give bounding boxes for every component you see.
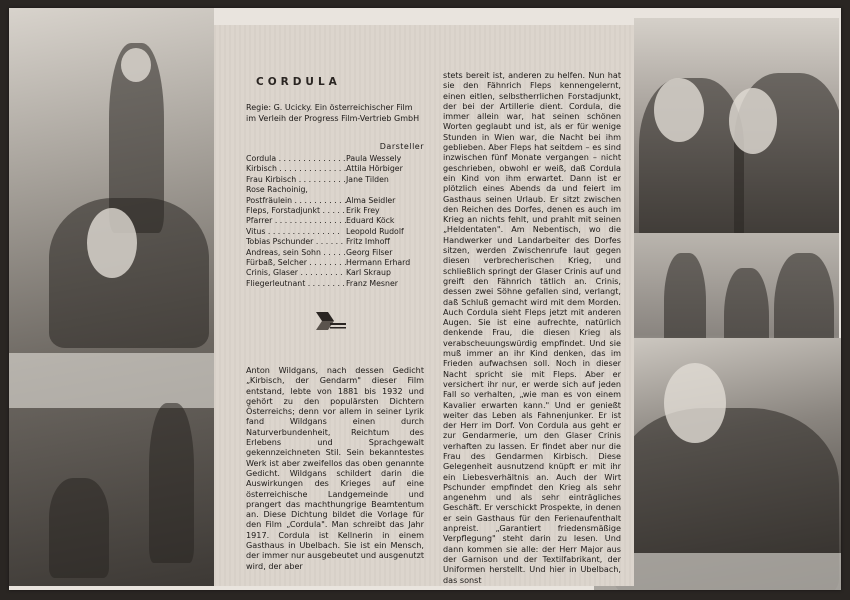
- cast-actor: Alma Seidler: [346, 195, 396, 205]
- cast-heading: Darsteller: [379, 142, 424, 151]
- cast-row: [246, 164, 424, 174]
- cast-role: Fleps, Forstadjunkt . . .: [246, 206, 346, 216]
- cast-actor: Hermann Erhard: [346, 258, 411, 268]
- cast-role: Rose Rachoinig,: [246, 185, 308, 195]
- film-still-couple: [634, 18, 839, 243]
- text-sheet: [214, 25, 634, 586]
- cast-role: Vitus . . .: [246, 227, 346, 237]
- film-title: CORDULA: [256, 76, 341, 88]
- cast-role: Crinis, Glaser . . .: [246, 268, 346, 278]
- cast-row: [246, 268, 424, 278]
- cast-role: Tobias Pschunder . . .: [246, 237, 346, 247]
- progress-logo-icon: [314, 310, 348, 332]
- cast-role: Fliegerleutnant . . .: [246, 279, 346, 289]
- cast-row: [246, 154, 424, 164]
- cast-row: [246, 237, 424, 247]
- cast-row: [246, 216, 424, 226]
- cast-row: [246, 175, 424, 185]
- woman-face: [654, 78, 704, 142]
- cast-role: Fürbaß, Selcher . . .: [246, 258, 346, 268]
- intro-text: [246, 365, 424, 585]
- cast-actor: Paula Wessely: [346, 154, 402, 163]
- synopsis-text: [443, 70, 621, 590]
- cast-list: [246, 154, 424, 289]
- cast-actor: Leopold Rudolf: [346, 226, 404, 236]
- cast-actor: Karl Skraup: [346, 268, 391, 278]
- film-program-page: [9, 8, 841, 590]
- cast-role: Cordula . . .: [246, 154, 346, 164]
- cast-actor: Eduard Köck: [346, 216, 395, 226]
- credit-line: Regie: G. Ucicky. Ein österreichischer Film im Verleih der Progress Film-Vertrieb GmbH: [246, 103, 420, 123]
- cast-row: [246, 185, 424, 195]
- maid-figure: [149, 403, 194, 563]
- cast-row: [246, 258, 424, 268]
- cast-actor: Jane Tilden: [346, 174, 389, 184]
- table: [9, 353, 214, 408]
- cast-row: [246, 248, 424, 258]
- cast-row: [246, 196, 424, 206]
- seated-man-figure: [49, 478, 109, 578]
- officer-face: [729, 88, 777, 154]
- cast-row: [246, 279, 424, 289]
- cast-row: [246, 206, 424, 216]
- cast-role: Frau Kirbisch . . .: [246, 175, 346, 185]
- cast-role: Pfarrer . . .: [246, 216, 346, 226]
- cast-role: Kirbisch . . .: [246, 164, 346, 174]
- film-still-left: [9, 8, 214, 586]
- synopsis-paragraph: stets bereit ist, anderen zu helfen. Nun hat sie den Fähnrich Fleps kennengelernt, einen eitlen, selbstherrlichen Forstadjunkt, der bei der Artillerie dient. Cordula, die immer allein war, hat seinen schönen Worten geglaubt und ist, als er für wenige Stunden in Wien war, die Nacht bei ihm geblieben. Aber Fleps hat seitdem – es sind inzwischen fünf Monate vergangen – nicht geschrieben, obwohl er weiß, daß Cordula ein Kind von ihm erwartet. Dann ist er plötzlich eines Abends da und feiert im Gasthaus seinen Urlaub. Er sitzt zwischen den Reichen des Dorfes, denen es auch im Krieg an nichts fehlt, und prahlt mit seinen „Heldentaten". Am Nebentisch, wo die Handwerker und Landarbeiter des Dorfes sitzen, werden Zwischenrufe laut gegen diesen verbrecherischen Krieg, und schließlich springt der Glaser Crinis auf und greift den Fähnrich tätlich an. Crinis, dessen zwei Söhne gefallen sind, verlangt, daß Schluß gemacht wird mit dem Morden. Auch Cordula sieht Fleps jetzt mit anderen Augen. Sie ist eine aufrechte, natürlich denkende Frau, die diesen Krieg als verabscheuungswürdig empfindet. Und sie muß immer an ihr Kind denken, das im Frieden aufwachsen soll. Noch in dieser Nacht spricht sie mit Fleps. Aber er versichert ihr nur, er werde sich auf jeden Fall so verhalten, „wie man es von einem Kavalier erwarten kann." Und er genießt weiter das Leben als Fahnenjunker. Er ist der Herr im Dorf. Von Cordula aus geht er zur Gendarmerie, um den Glaser Crinis verhaften zu lassen. Er findet aber nur die Frau des Gendarmen Kirbisch. Diese Gelegenheit ausnutzend knüpft er mit ihr ein Liebesverhältnis an. Auch der Wirt Pschunder empfindet den Krieg als sehr angenehm und als sehr einträgliches Geschäft. Er verschickt Prospekte, in denen er sein Gasthaus für den Ferienaufenthalt anpreist. „Garantiert friedensmäßige Verpflegung" steht darin zu lesen. Und dann kommen sie alle: der Herr Major aus der Garnison und der Textilfabrikant, der Uniformen herstellt. Und hier in Ubelbach, das sonst: [443, 70, 621, 585]
- cast-row: [246, 227, 424, 237]
- cast-actor: Fritz Imhoff: [346, 237, 390, 247]
- man-face: [87, 208, 137, 278]
- woman-face: [121, 48, 151, 82]
- cast-actor: Attila Hörbiger: [346, 164, 403, 174]
- soldier-face: [664, 363, 726, 443]
- cast-role: Postfräulein . . .: [246, 196, 346, 206]
- cast-actor: Franz Mesner: [346, 278, 398, 288]
- cast-actor: Georg Filser: [346, 247, 393, 257]
- cast-role: Andreas, sein Sohn . . .: [246, 248, 346, 258]
- cast-actor: Erik Frey: [346, 206, 380, 216]
- intro-paragraph: Anton Wildgans, nach dessen Gedicht „Kirbisch, der Gendarm" dieser Film entstand, lebte von 1881 bis 1932 und gehört zu den populärsten Dichtern Österreichs; denn vor allem in seiner Lyrik fand Wildgans einen durch Naturverbundenheit, Reichtum des Erlebens und Sprachgewalt gekennzeichneten Stil. Sein bekanntestes Werk ist aber zweifellos das oben genannte Gedicht. Wildgans schildert darin die Auswirkungen des Krieges auf eine österreichische Landgemeinde und prangert das machthungrige Beamtentum an. Diese Dichtung bildet die Vorlage für den Film „Cordula". Man schreibt das Jahr 1917. Cordula ist Kellnerin in einem Gasthaus in Ubelbach. Sie ist ein Mensch, der immer nur ausgebeutet und ausgenutzt wird, der aber: [246, 365, 424, 571]
